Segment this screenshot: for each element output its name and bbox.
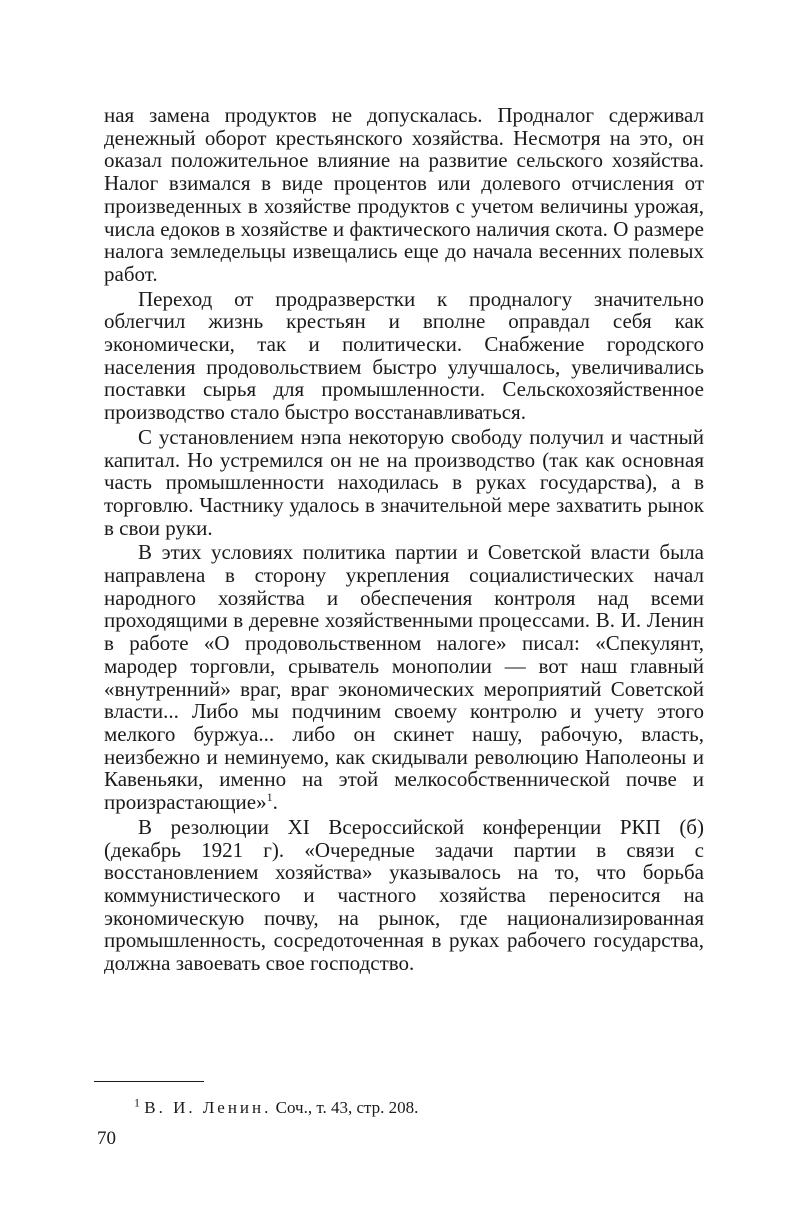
page-body (104, 104, 704, 975)
paragraph-5: В резолюции XI Всероссийской конференции РКП (б) (декабрь 1921 г). «Очередные задачи партии в связи с восстановлением хозяйства» указывалось на то, что борьба коммунистического и частного хозяйства переносится на экономическую почву, на рынок, где национализированная промышленность, сосредоточенная в руках рабочего государства, должна завоевать свое господство. (104, 814, 704, 976)
paragraph-1: ная замена продуктов не допускалась. Продналог сдерживал денежный оборот крестьянского хозяйства. Несмотря на это, он оказал положительное влияние на развитие сельского хозяйства. Налог взимался в виде процентов или долевого отчисления от произведенных в хозяйстве продуктов с учетом величины урожая, числа едоков в хозяйстве и фактического наличия скота. О размере налога земледельцы извещались еще до начала весенних полевых работ. (104, 103, 704, 286)
paragraph-4-text: В этих условиях политика партии и Советской власти была направлена в сторону укрепления социалистических начал народного хозяйства и обеспечения контроля над всеми проходящими в деревне хозяйственными процессами. В. И. Ленин в работе «О продовольственном налоге» писал: «Спекулянт, мародер торговли, срыватель монополии — вот наш главный «внутренний» враг, враг экономических мероприятий Советской власти... Либо мы подчиним своему контролю и учету этого мелкого буржуа... либо он скинет нашу, рабочую, власть, неизбежно и неминуемо, как скидывали революцию Наполеоны и Кавеньяки, именно на этой мелкособственнической почве и произрастающие» (104, 540, 704, 815)
footnote-author: В. И. Ленин. (144, 1098, 272, 1117)
footnote-marker: 1 (134, 1095, 140, 1110)
footnote-divider (94, 1081, 204, 1082)
page-number: 70 (97, 1128, 116, 1149)
paragraph-4: В этих условиях политика партии и Советской власти была направлена в сторону укрепления социалистических начал народного хозяйства и обеспечения контроля над всеми проходящими в деревне хозяйственными процессами. В. И. Ленин в работе «О продовольственном налоге» писал: «Спекулянт, мародер торговли, срыватель монополии — вот наш главный «внутренний» враг, враг экономических мероприятий Советской власти... Либо мы подчиним своему контролю и учету этого мелкого буржуа... либо он скинет нашу, рабочую, власть, неизбежно и неминуемо, как скидывали революцию Наполеоны и Кавеньяки, именно на этой мелкособственнической почве и произрастающие»$^1$. (104, 540, 704, 815)
footnote-source: Соч., т. 43, стр. 208. (275, 1098, 419, 1117)
paragraph-2: Переход от продразверстки к продналогу значительно облегчил жизнь крестьян и вполне оправдал себя как экономически, так и политически. Снабжение городского населения продовольствием быстро улучшалось, увеличивались поставки сырья для промышленности. Сельскохозяйственное производство стало быстро восстанавливаться. (104, 286, 704, 425)
footnote (134, 1095, 419, 1118)
footnote-reference: 1 (266, 790, 273, 805)
paragraph-3: С установлением нэпа некоторую свободу получил и частный капитал. Но устремился он не на производство (так как основная часть промышленности находилась в руках государства), а в торговлю. Частнику удалось в значительной мере захватить рынок в свои руки. (104, 424, 704, 540)
